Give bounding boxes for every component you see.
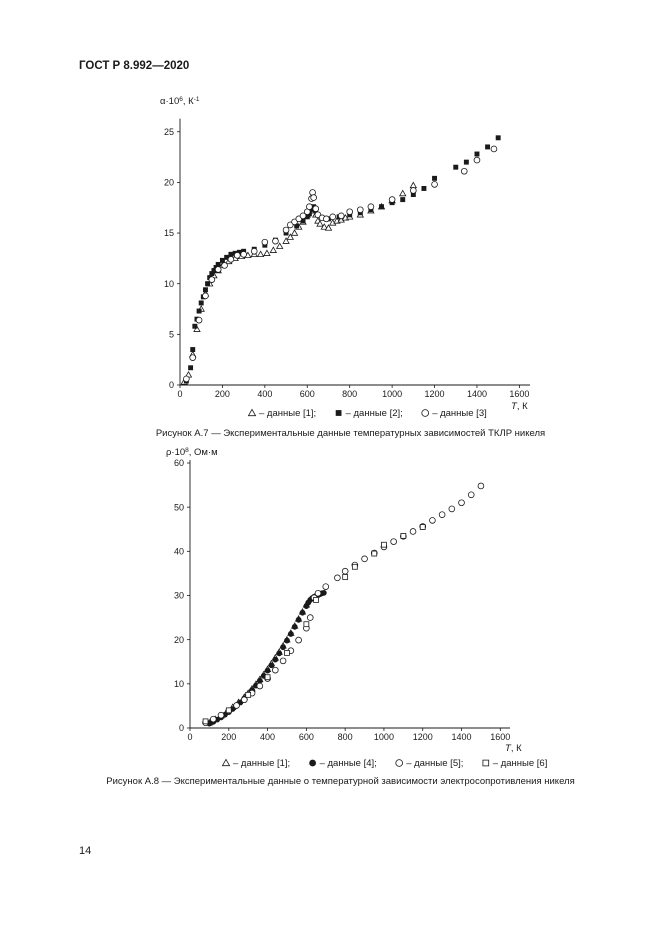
data-point	[269, 662, 275, 668]
data-point	[210, 716, 216, 722]
x-tick-label: 800	[337, 732, 353, 742]
data-point	[314, 597, 319, 602]
y-tick-label: 10	[163, 278, 174, 289]
x-tick-label: 1600	[490, 732, 511, 742]
y-tick-label: 20	[163, 177, 174, 188]
data-point	[218, 712, 224, 718]
series-3	[203, 483, 484, 726]
legend-label: – данные [4];	[319, 758, 377, 769]
data-point	[246, 692, 251, 697]
data-point	[321, 590, 327, 596]
y-tick-label: 20	[173, 634, 184, 645]
y-tick-label: 60	[173, 458, 184, 469]
x-tick-label: 400	[260, 732, 276, 742]
y-axis-label: $\alpha\cdot 10^6$, $К^{-1}$	[160, 95, 200, 107]
data-point	[430, 518, 436, 524]
data-point	[439, 512, 445, 518]
legend-label: – данные [1];	[233, 758, 291, 769]
data-point	[284, 638, 290, 644]
data-point	[468, 492, 474, 498]
data-point	[323, 584, 329, 590]
data-point	[334, 575, 340, 581]
x-tick-label: 1200	[412, 732, 433, 742]
x-tick-label: 1000	[373, 732, 394, 742]
data-point	[265, 668, 271, 674]
figure-caption-a7: Рисунок А.7 — Экспериментальные данные температурных зависимостей ТКЛР никеля	[155, 428, 546, 439]
data-point	[391, 539, 397, 545]
data-point	[296, 637, 302, 643]
page-number: 14	[79, 845, 92, 857]
data-point	[410, 529, 416, 535]
data-point	[285, 650, 290, 655]
legend-label: – данные [2];	[345, 408, 403, 419]
data-point	[288, 631, 294, 637]
y-tick-label: 50	[173, 502, 184, 513]
x-tick-label: 200	[214, 389, 230, 399]
y-axis-label: $\rho\cdot 10^8$, Ом·м	[166, 446, 218, 458]
data-point	[292, 624, 298, 630]
data-point	[296, 617, 302, 623]
x-tick-label: 1000	[382, 389, 403, 399]
x-axis-label: T, К	[505, 743, 522, 754]
x-tick-label: 800	[342, 389, 358, 399]
data-point	[203, 719, 208, 724]
legend-item-3	[396, 758, 464, 769]
data-point	[304, 622, 309, 627]
data-point	[478, 483, 484, 489]
legend-marker	[483, 760, 489, 766]
data-point	[272, 667, 278, 673]
y-tick-label: 0	[178, 723, 184, 734]
data-point	[315, 590, 321, 596]
data-point	[265, 675, 270, 680]
data-point	[280, 658, 286, 664]
data-point	[307, 615, 313, 621]
x-tick-label: 1200	[424, 389, 445, 399]
x-tick-label: 600	[298, 732, 314, 742]
data-point	[276, 650, 282, 656]
x-axis-label: T, К	[511, 401, 528, 412]
x-tick-label: 1600	[509, 389, 530, 399]
series-2	[206, 590, 326, 727]
data-point	[226, 708, 231, 713]
y-tick-label: 25	[163, 126, 174, 137]
y-tick-label: 0	[168, 380, 174, 391]
legend-marker	[396, 760, 403, 767]
y-tick-label: 10	[173, 679, 184, 690]
x-tick-label: 600	[299, 389, 315, 399]
data-point	[381, 542, 386, 547]
x-tick-label: 1400	[451, 732, 472, 742]
legend-label: – данные [5];	[406, 758, 464, 769]
legend-label: – данные [3]	[432, 408, 487, 419]
data-point	[352, 564, 357, 569]
y-tick-label: 5	[168, 329, 174, 340]
data-point	[343, 574, 348, 579]
figure-caption-a8: Рисунок А.8 — Экспериментальные данные о температурной зависимости электросопротивления никеля	[106, 776, 575, 787]
y-tick-label: 30	[173, 590, 184, 601]
data-point	[280, 644, 286, 650]
data-point	[449, 506, 455, 512]
data-point	[272, 657, 278, 663]
document-header: ГОСТ Р 8.992—2020	[79, 60, 190, 72]
x-tick-label: 0	[177, 389, 183, 399]
legend-item-1	[222, 758, 290, 769]
legend-label: – данные [1];	[259, 408, 317, 419]
data-point	[342, 568, 348, 574]
y-tick-label: 40	[173, 546, 184, 557]
data-point	[362, 556, 368, 562]
x-tick-label: 0	[187, 732, 193, 742]
legend-marker	[309, 760, 316, 767]
legend-label: – данные [6]	[492, 758, 548, 769]
series-4	[203, 525, 425, 724]
y-tick-label: 15	[163, 228, 174, 239]
legend-item-2	[309, 758, 377, 769]
data-point	[234, 703, 240, 709]
x-tick-label: 1400	[466, 389, 487, 399]
legend-marker	[222, 759, 229, 765]
data-point	[372, 551, 377, 556]
series-1	[206, 602, 309, 725]
data-point	[257, 683, 263, 689]
x-tick-label: 400	[257, 389, 273, 399]
legend-item-4	[483, 758, 547, 769]
data-point	[420, 525, 425, 530]
data-point	[401, 533, 406, 538]
data-point	[459, 500, 465, 506]
x-tick-label: 200	[221, 732, 237, 742]
data-point	[300, 610, 306, 616]
